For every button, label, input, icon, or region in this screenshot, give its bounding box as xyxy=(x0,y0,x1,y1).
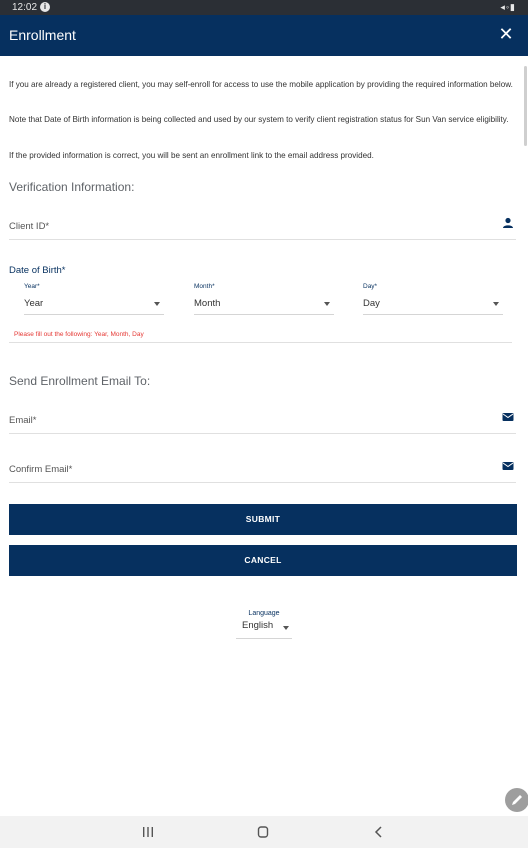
info-icon: i xyxy=(40,2,50,12)
mail-icon xyxy=(502,411,514,423)
app-bar xyxy=(0,15,528,56)
person-icon xyxy=(502,217,514,229)
chevron-down-icon xyxy=(154,302,160,306)
divider xyxy=(9,342,512,343)
language-selector xyxy=(236,610,292,639)
client-id-field[interactable] xyxy=(9,212,516,240)
dob-title: Date of Birth* xyxy=(9,265,66,276)
edit-fab[interactable] xyxy=(505,788,528,812)
system-status-icons: ◂◦▮ xyxy=(500,2,516,12)
language-caption: Language xyxy=(248,610,280,617)
scrollbar[interactable] xyxy=(524,66,527,146)
pencil-icon xyxy=(510,793,524,807)
language-select[interactable] xyxy=(236,620,292,639)
verification-section-title: Verification Information: xyxy=(9,180,135,194)
month-value: Month xyxy=(194,298,221,309)
cancel-button[interactable]: CANCEL xyxy=(9,545,517,576)
page-title: Enrollment xyxy=(9,27,76,43)
status-time: 12:02 xyxy=(12,2,38,13)
confirm-email-field[interactable] xyxy=(9,455,516,483)
back-icon[interactable] xyxy=(369,824,389,840)
dob-error-message: Please fill out the following: Year, Month, Day xyxy=(14,331,144,338)
year-select[interactable] xyxy=(24,283,164,315)
client-id-label: Client ID* xyxy=(9,221,50,232)
intro-paragraph-enrollment-link: If the provided information is correct, you will be sent an enrollment link to the email address provided. xyxy=(9,151,374,160)
email-field[interactable] xyxy=(9,406,516,434)
mail-icon xyxy=(502,460,514,472)
system-nav-bar xyxy=(0,816,528,848)
month-select[interactable] xyxy=(194,283,334,315)
home-icon[interactable] xyxy=(253,824,273,840)
email-section-title: Send Enrollment Email To: xyxy=(9,374,151,388)
chevron-down-icon xyxy=(283,626,289,630)
month-caption: Month* xyxy=(194,283,215,290)
status-bar xyxy=(0,0,528,15)
chevron-down-icon xyxy=(324,302,330,306)
day-caption: Day* xyxy=(363,283,378,290)
confirm-email-label: Confirm Email* xyxy=(9,464,73,475)
year-value: Year xyxy=(24,298,44,309)
day-select[interactable] xyxy=(363,283,503,315)
day-value: Day xyxy=(363,298,380,309)
intro-paragraph-registered: If you are already a registered client, you may self-enroll for access to use the mobile application by providing the required information below. xyxy=(9,80,513,89)
submit-button[interactable]: SUBMIT xyxy=(9,504,517,535)
language-value: English xyxy=(242,620,274,631)
chevron-down-icon xyxy=(493,302,499,306)
intro-paragraph-dob-note: Note that Date of Birth information is being collected and used by our system to verify client registration status for Sun Van service eligibility. xyxy=(9,115,509,124)
year-caption: Year* xyxy=(24,283,40,290)
close-icon[interactable]: ✕ xyxy=(498,24,514,44)
email-label: Email* xyxy=(9,415,37,426)
recent-apps-icon[interactable] xyxy=(138,824,158,840)
